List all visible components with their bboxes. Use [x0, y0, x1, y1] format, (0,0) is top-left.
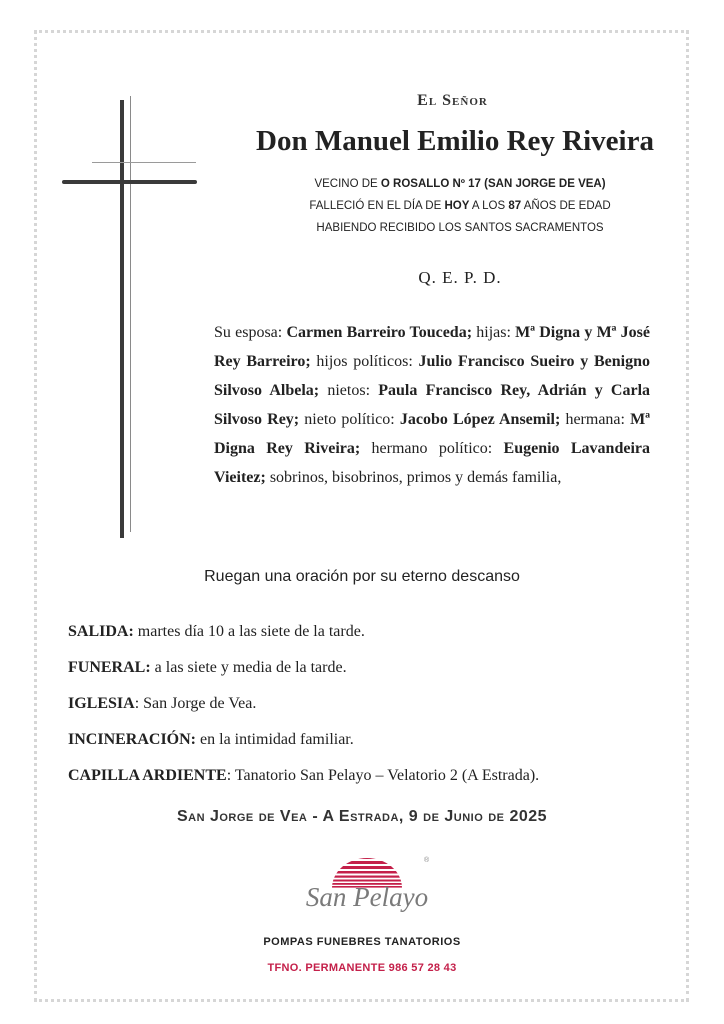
detail-capilla: CAPILLA ARDIENTE: Tanatorio San Pelayo – Velatorio 2 (A Estrada).: [68, 767, 540, 784]
service-details: [68, 620, 688, 800]
info-line-sacraments: HABIENDO RECIBIDO LOS SANTOS SACRAMENTOS: [316, 222, 604, 234]
place-and-date: San Jorge de Vea - A Estrada, 9 de Junio de 2025: [176, 808, 548, 825]
family-paragraph: Su esposa: Carmen Barreiro Touceda; hijas: Mª Digna y Mª José Rey Barreiro; hijos políticos: Julio Francisco Sueiro y Benigno Silvoso Albela; nietos: Paula Francisco Rey, Adrián y Carla Silvoso Rey; nieto político: Jacobo López Ansemil; hermana: Mª Digna Rey Riveira; hermano político: Eugenio Lavandeira Vieitez; sobrinos, bisobrinos, primos y demás familia,: [214, 324, 651, 486]
company-logo: [302, 852, 432, 932]
company-tagline: POMPAS FUNEBRES TANATORIOS: [263, 936, 461, 948]
svg-text:®: ®: [424, 857, 430, 864]
detail-salida: SALIDA: martes día 10 a las siete de la tarde.: [68, 623, 365, 640]
title-prefix: El Señor: [417, 92, 488, 109]
deceased-name: Don Manuel Emilio Rey Riveira: [256, 125, 654, 157]
detail-iglesia: IGLESIA: San Jorge de Vea.: [68, 695, 257, 712]
info-line-residence: VECINO DE O ROSALLO Nº 17 (SAN JORGE DE VEA): [314, 178, 606, 190]
info-line-death: FALLECIÓ EN EL DÍA DE HOY A LOS 87 AÑOS DE EDAD: [309, 200, 611, 212]
detail-funeral: FUNERAL: a las siete y media de la tarde.: [68, 659, 347, 676]
qepd: Q. E. P. D.: [418, 268, 502, 287]
detail-incineracion: INCINERACIÓN: en la intimidad familiar.: [68, 731, 354, 748]
company-phone: TFNO. PERMANENTE 986 57 28 43: [267, 962, 457, 974]
logo-text: San Pelayo: [305, 882, 429, 912]
prayer-request: Ruegan una oración por su eterno descanso: [204, 568, 520, 585]
